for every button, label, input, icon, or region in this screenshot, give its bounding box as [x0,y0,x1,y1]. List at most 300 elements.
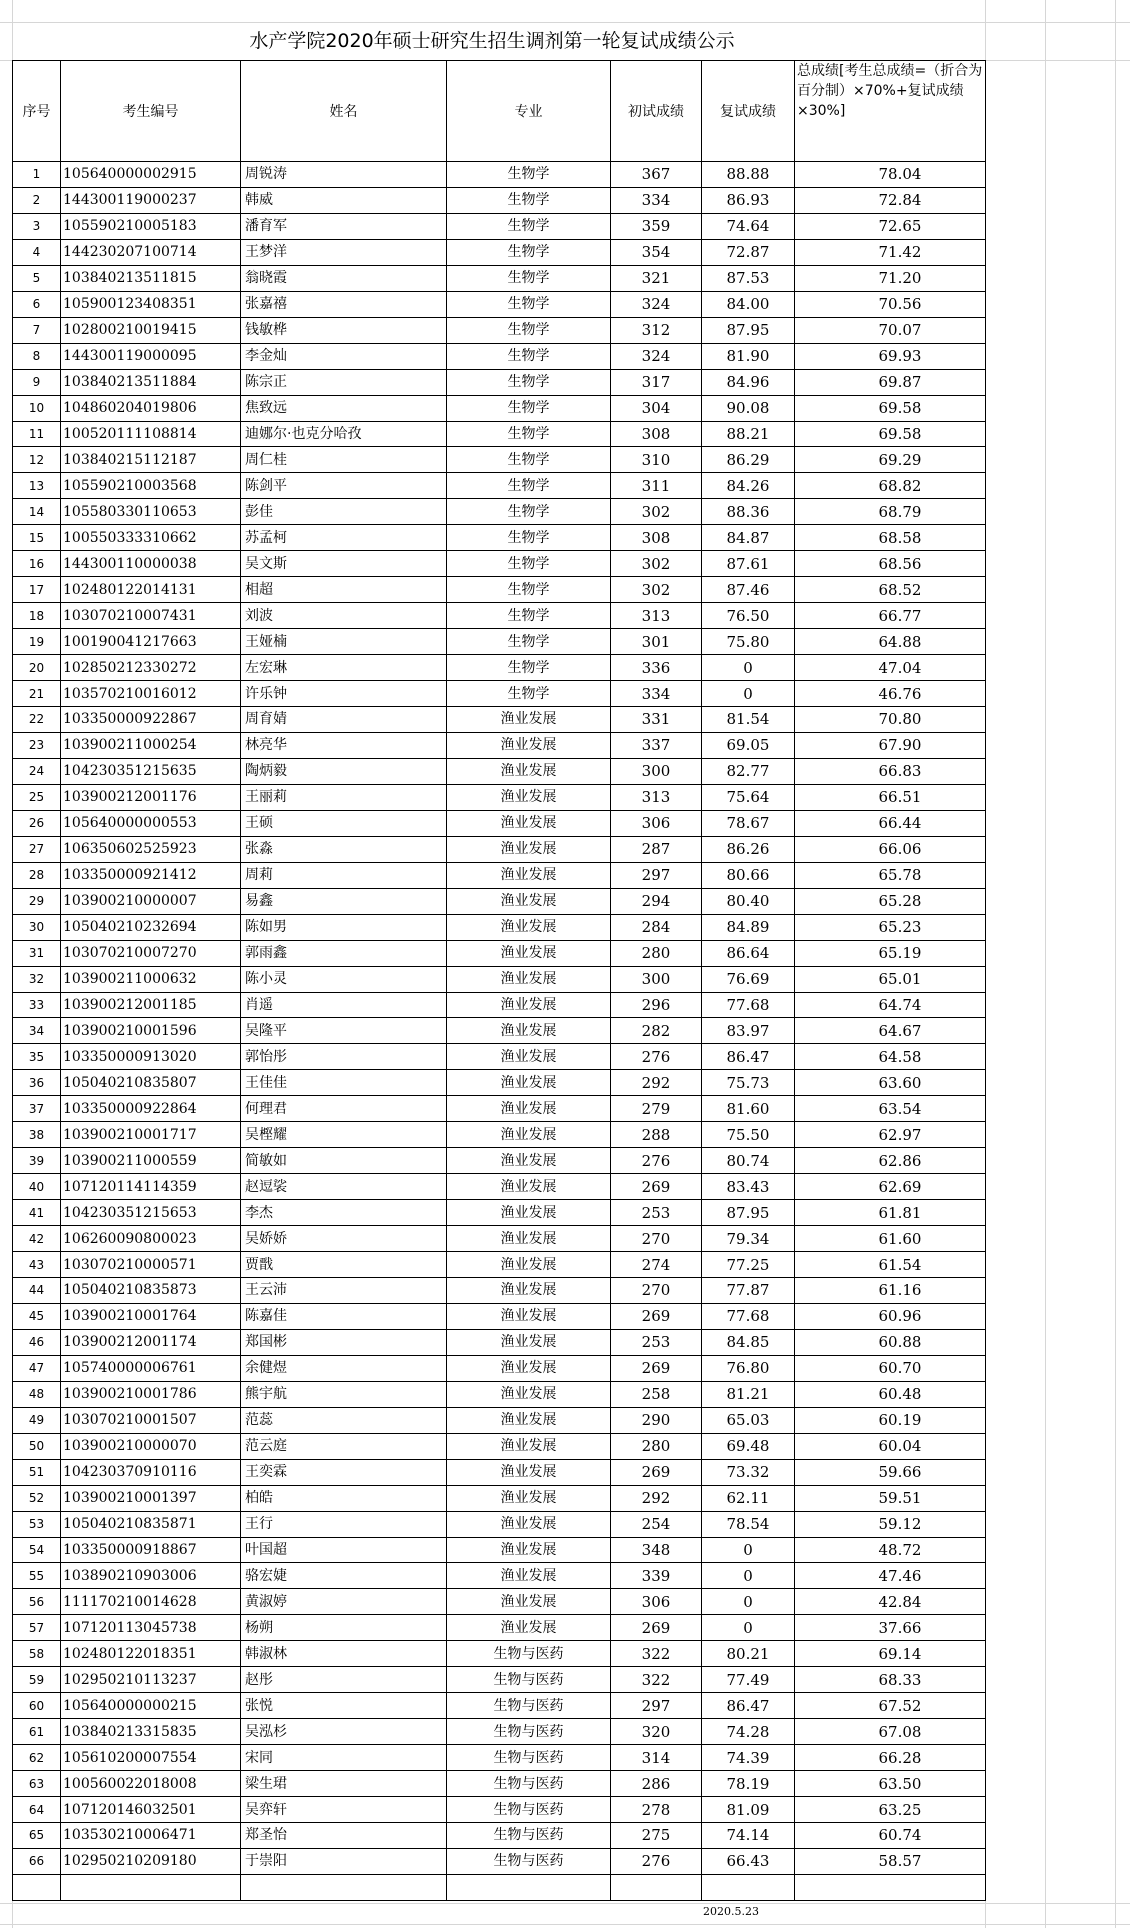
cell-name: 周育婧 [241,707,447,733]
cell-name: 梁生珺 [241,1771,447,1797]
cell-id: 103840213511815 [61,265,241,291]
cell-name: 王奕霖 [241,1459,447,1485]
cell-retest: 86.47 [702,1693,795,1719]
cell-total: 69.87 [795,369,986,395]
cell-prelim: 354 [611,239,702,265]
cell-retest: 74.28 [702,1719,795,1745]
cell-id: 105590210005183 [61,213,241,239]
cell-total: 64.88 [795,629,986,655]
cell-prelim: 253 [611,1329,702,1355]
cell-prelim: 287 [611,836,702,862]
cell-retest: 83.97 [702,1018,795,1044]
cell-total: 70.80 [795,707,986,733]
cell-prelim: 300 [611,758,702,784]
table-row [13,914,986,940]
cell-id: 106260090800023 [61,1226,241,1252]
cell-prelim: 292 [611,1070,702,1096]
cell-seq: 16 [13,551,61,577]
cell-prelim: 334 [611,187,702,213]
cell-id: 103900210001596 [61,1018,241,1044]
cell-total: 78.04 [795,162,986,188]
cell-seq: 27 [13,836,61,862]
cell-name: 郭雨鑫 [241,940,447,966]
cell-retest: 72.87 [702,239,795,265]
cell-name: 王梦洋 [241,239,447,265]
cell-name: 周锐涛 [241,162,447,188]
cell-total: 67.90 [795,732,986,758]
table-row [13,239,986,265]
cell-seq: 23 [13,732,61,758]
cell-id: 103350000922864 [61,1096,241,1122]
cell-id: 105640000000215 [61,1693,241,1719]
cell-retest: 74.64 [702,213,795,239]
table-row [13,1641,986,1667]
cell-id: 103900210000070 [61,1433,241,1459]
cell-major: 生物学 [447,551,611,577]
cell-id: 103900210001397 [61,1485,241,1511]
cell-total: 61.81 [795,1200,986,1226]
cell-prelim: 275 [611,1823,702,1849]
cell-id: 111170210014628 [61,1589,241,1615]
cell-prelim: 367 [611,162,702,188]
cell-name: 简敏如 [241,1148,447,1174]
cell-total: 67.52 [795,1693,986,1719]
cell-seq: 33 [13,992,61,1018]
table-row [13,213,986,239]
table-row [13,421,986,447]
cell-prelim: 276 [611,1148,702,1174]
cell-total: 68.58 [795,525,986,551]
cell-name: 焦致远 [241,395,447,421]
cell-prelim: 280 [611,1433,702,1459]
cell-id: 103840213511884 [61,369,241,395]
cell-major: 生物学 [447,395,611,421]
cell-prelim: 322 [611,1667,702,1693]
cell-major: 渔业发展 [447,732,611,758]
cell-prelim: 302 [611,551,702,577]
cell-id: 103350000913020 [61,1044,241,1070]
cell-major: 渔业发展 [447,1329,611,1355]
cell-major: 渔业发展 [447,707,611,733]
cell-total: 65.78 [795,862,986,888]
cell-major: 渔业发展 [447,1148,611,1174]
cell-id: 105040210835871 [61,1511,241,1537]
cell-seq: 59 [13,1667,61,1693]
cell-id: 103840215112187 [61,447,241,473]
cell-total: 72.84 [795,187,986,213]
cell-name: 苏孟柯 [241,525,447,551]
cell-id: 102850212330272 [61,655,241,681]
cell-id: 100550333310662 [61,525,241,551]
cell-retest: 86.29 [702,447,795,473]
header-major: 专业 [447,61,611,162]
cell-name: 赵彤 [241,1667,447,1693]
cell-major: 渔业发展 [447,1537,611,1563]
cell-name: 骆宏婕 [241,1563,447,1589]
table-row [13,1848,986,1874]
cell-name: 贾戬 [241,1252,447,1278]
cell-major: 渔业发展 [447,784,611,810]
cell-major: 生物学 [447,499,611,525]
table-row [13,1485,986,1511]
cell-seq: 43 [13,1252,61,1278]
cell-major: 生物与医药 [447,1848,611,1874]
cell-retest: 0 [702,1615,795,1641]
cell-retest: 66.43 [702,1848,795,1874]
cell-total: 69.93 [795,343,986,369]
cell-major: 生物学 [447,421,611,447]
cell-major: 生物学 [447,681,611,707]
cell-total: 60.74 [795,1823,986,1849]
cell-prelim: 276 [611,1848,702,1874]
cell-major: 生物与医药 [447,1823,611,1849]
cell-total: 68.79 [795,499,986,525]
cell-name: 彭佳 [241,499,447,525]
cell-retest: 0 [702,681,795,707]
cell-name: 陈嘉佳 [241,1303,447,1329]
cell-seq: 64 [13,1797,61,1823]
cell-name: 郑国彬 [241,1329,447,1355]
cell-id: 144300119000095 [61,343,241,369]
cell-total: 69.58 [795,421,986,447]
cell-name: 杨朔 [241,1615,447,1641]
cell-prelim: 294 [611,888,702,914]
cell-name: 陈宗正 [241,369,447,395]
cell-retest: 74.14 [702,1823,795,1849]
cell-total: 67.08 [795,1719,986,1745]
cell-retest: 81.54 [702,707,795,733]
cell-seq: 29 [13,888,61,914]
cell-id: 103900212001174 [61,1329,241,1355]
cell-major: 渔业发展 [447,888,611,914]
cell-major: 渔业发展 [447,914,611,940]
cell-id: 103890210903006 [61,1563,241,1589]
cell-retest: 69.05 [702,732,795,758]
cell-prelim: 302 [611,577,702,603]
cell-prelim: 269 [611,1355,702,1381]
cell-major: 生物学 [447,447,611,473]
cell-name: 吴隆平 [241,1018,447,1044]
table-row [13,1252,986,1278]
cell-retest: 62.11 [702,1485,795,1511]
cell-major: 渔业发展 [447,1096,611,1122]
cell-seq: 46 [13,1329,61,1355]
cell-retest: 80.66 [702,862,795,888]
cell-seq: 31 [13,940,61,966]
cell-seq: 53 [13,1511,61,1537]
cell-major: 渔业发展 [447,1355,611,1381]
table-row [13,862,986,888]
table-row [13,810,986,836]
cell-seq: 26 [13,810,61,836]
cell-name: 李金灿 [241,343,447,369]
cell-seq: 61 [13,1719,61,1745]
cell-retest: 84.96 [702,369,795,395]
table-row [13,1745,986,1771]
cell-id: 105580330110653 [61,499,241,525]
header-prelim: 初试成绩 [611,61,702,162]
cell-id: 105590210003568 [61,473,241,499]
cell-id: 103900212001176 [61,784,241,810]
cell-retest: 88.88 [702,162,795,188]
cell-name: 许乐钟 [241,681,447,707]
cell-name: 吴泓杉 [241,1719,447,1745]
cell-major: 渔业发展 [447,1226,611,1252]
cell-name: 宋同 [241,1745,447,1771]
table-row [13,1823,986,1849]
cell-name: 黄淑婷 [241,1589,447,1615]
cell-retest: 84.85 [702,1329,795,1355]
cell-total: 68.82 [795,473,986,499]
cell-seq: 2 [13,187,61,213]
cell-prelim: 308 [611,421,702,447]
cell-prelim: 280 [611,940,702,966]
cell-total: 66.28 [795,1745,986,1771]
cell-seq: 60 [13,1693,61,1719]
cell-id: 105900123408351 [61,291,241,317]
cell-seq: 49 [13,1407,61,1433]
cell-prelim: 359 [611,213,702,239]
score-table [12,60,986,1901]
cell-empty [795,1874,986,1900]
header-seq: 序号 [13,61,61,162]
cell-name: 迪娜尔·也克分哈孜 [241,421,447,447]
cell-total: 69.29 [795,447,986,473]
cell-name: 叶国超 [241,1537,447,1563]
cell-id: 102800210019415 [61,317,241,343]
cell-name: 肖遥 [241,992,447,1018]
cell-retest: 87.95 [702,1200,795,1226]
cell-seq: 52 [13,1485,61,1511]
cell-total: 46.76 [795,681,986,707]
cell-retest: 86.47 [702,1044,795,1070]
cell-major: 渔业发展 [447,992,611,1018]
table-row [13,681,986,707]
cell-retest: 81.09 [702,1797,795,1823]
cell-name: 王佳佳 [241,1070,447,1096]
cell-prelim: 288 [611,1122,702,1148]
cell-seq: 45 [13,1303,61,1329]
cell-retest: 88.36 [702,499,795,525]
table-row [13,1174,986,1200]
table-row [13,1459,986,1485]
cell-total: 65.23 [795,914,986,940]
cell-name: 吴樫耀 [241,1122,447,1148]
cell-retest: 77.49 [702,1667,795,1693]
cell-name: 李杰 [241,1200,447,1226]
cell-id: 103900210000007 [61,888,241,914]
cell-seq: 55 [13,1563,61,1589]
cell-prelim: 301 [611,629,702,655]
table-row [13,1226,986,1252]
cell-prelim: 270 [611,1277,702,1303]
cell-id: 103530210006471 [61,1823,241,1849]
cell-prelim: 313 [611,603,702,629]
cell-retest: 82.77 [702,758,795,784]
cell-total: 61.60 [795,1226,986,1252]
cell-seq: 7 [13,317,61,343]
cell-seq: 15 [13,525,61,551]
cell-prelim: 276 [611,1044,702,1070]
table-row [13,1511,986,1537]
table-row [13,551,986,577]
cell-retest: 87.95 [702,317,795,343]
cell-seq: 57 [13,1615,61,1641]
cell-name: 吴文斯 [241,551,447,577]
cell-major: 渔业发展 [447,1070,611,1096]
table-row [13,1303,986,1329]
cell-empty [611,1874,702,1900]
cell-seq: 56 [13,1589,61,1615]
cell-total: 60.04 [795,1433,986,1459]
cell-seq: 62 [13,1745,61,1771]
table-row [13,1433,986,1459]
cell-major: 生物学 [447,343,611,369]
cell-empty [241,1874,447,1900]
table-row [13,1797,986,1823]
table-row [13,707,986,733]
cell-total: 63.25 [795,1797,986,1823]
table-row [13,940,986,966]
cell-seq: 1 [13,162,61,188]
cell-prelim: 269 [611,1615,702,1641]
cell-seq: 13 [13,473,61,499]
cell-name: 刘波 [241,603,447,629]
table-header-row [13,61,986,162]
cell-retest: 79.34 [702,1226,795,1252]
cell-seq: 34 [13,1018,61,1044]
cell-total: 60.70 [795,1355,986,1381]
table-row [13,525,986,551]
cell-prelim: 322 [611,1641,702,1667]
cell-retest: 77.87 [702,1277,795,1303]
cell-retest: 84.00 [702,291,795,317]
cell-major: 生物学 [447,162,611,188]
cell-seq: 35 [13,1044,61,1070]
cell-retest: 81.90 [702,343,795,369]
cell-major: 生物学 [447,629,611,655]
table-row [13,1070,986,1096]
cell-id: 103900210001717 [61,1122,241,1148]
cell-prelim: 337 [611,732,702,758]
cell-seq: 54 [13,1537,61,1563]
cell-name: 翁晓霞 [241,265,447,291]
cell-id: 103900210001764 [61,1303,241,1329]
cell-major: 渔业发展 [447,966,611,992]
cell-retest: 90.08 [702,395,795,421]
cell-id: 104230370910116 [61,1459,241,1485]
table-row [13,1200,986,1226]
header-retest: 复试成绩 [702,61,795,162]
cell-name: 陈剑平 [241,473,447,499]
cell-total: 63.60 [795,1070,986,1096]
cell-id: 100520111108814 [61,421,241,447]
cell-prelim: 314 [611,1745,702,1771]
cell-major: 生物与医药 [447,1641,611,1667]
cell-major: 生物学 [447,369,611,395]
cell-retest: 84.26 [702,473,795,499]
cell-prelim: 310 [611,447,702,473]
table-row [13,784,986,810]
cell-seq: 30 [13,914,61,940]
cell-retest: 78.19 [702,1771,795,1797]
cell-name: 周仁桂 [241,447,447,473]
cell-name: 相超 [241,577,447,603]
cell-name: 陈如男 [241,914,447,940]
table-body [13,162,986,1901]
cell-total: 64.74 [795,992,986,1018]
cell-prelim: 308 [611,525,702,551]
table-row [13,499,986,525]
cell-total: 63.54 [795,1096,986,1122]
cell-total: 60.96 [795,1303,986,1329]
cell-major: 生物与医药 [447,1667,611,1693]
cell-retest: 75.64 [702,784,795,810]
cell-id: 100190041217663 [61,629,241,655]
cell-major: 渔业发展 [447,1018,611,1044]
table-row [13,187,986,213]
table-row [13,1096,986,1122]
table-row [13,836,986,862]
cell-major: 渔业发展 [447,862,611,888]
page-title: 水产学院2020年硕士研究生招生调剂第一轮复试成绩公示 [249,30,735,52]
table-row [13,1355,986,1381]
cell-major: 生物与医药 [447,1693,611,1719]
cell-id: 103900211000254 [61,732,241,758]
cell-id: 104230351215635 [61,758,241,784]
cell-id: 107120146032501 [61,1797,241,1823]
cell-name: 钱敏桦 [241,317,447,343]
table-row [13,1771,986,1797]
cell-seq: 20 [13,655,61,681]
cell-seq: 22 [13,707,61,733]
cell-name: 郭怡彤 [241,1044,447,1070]
cell-id: 103070210007270 [61,940,241,966]
cell-major: 渔业发展 [447,1511,611,1537]
table-row [13,1044,986,1070]
cell-major: 生物学 [447,317,611,343]
cell-retest: 84.89 [702,914,795,940]
cell-seq: 42 [13,1226,61,1252]
cell-seq: 65 [13,1823,61,1849]
cell-total: 63.50 [795,1771,986,1797]
cell-seq: 9 [13,369,61,395]
cell-prelim: 321 [611,265,702,291]
cell-total: 71.42 [795,239,986,265]
cell-id: 103840213315835 [61,1719,241,1745]
header-total: 总成绩[考生总成绩=（折合为百分制）×70%+复试成绩×30%] [795,61,986,162]
cell-major: 渔业发展 [447,1252,611,1278]
cell-total: 37.66 [795,1615,986,1641]
table-row [13,1381,986,1407]
cell-seq: 18 [13,603,61,629]
table-row [13,1693,986,1719]
cell-major: 生物学 [447,655,611,681]
cell-total: 68.56 [795,551,986,577]
cell-seq: 12 [13,447,61,473]
cell-major: 生物学 [447,213,611,239]
cell-total: 65.19 [795,940,986,966]
cell-retest: 0 [702,1563,795,1589]
cell-name: 潘育军 [241,213,447,239]
table-row [13,1018,986,1044]
table-row [13,1719,986,1745]
cell-retest: 80.40 [702,888,795,914]
table-row [13,395,986,421]
cell-seq: 17 [13,577,61,603]
cell-seq: 5 [13,265,61,291]
cell-name: 范云庭 [241,1433,447,1459]
